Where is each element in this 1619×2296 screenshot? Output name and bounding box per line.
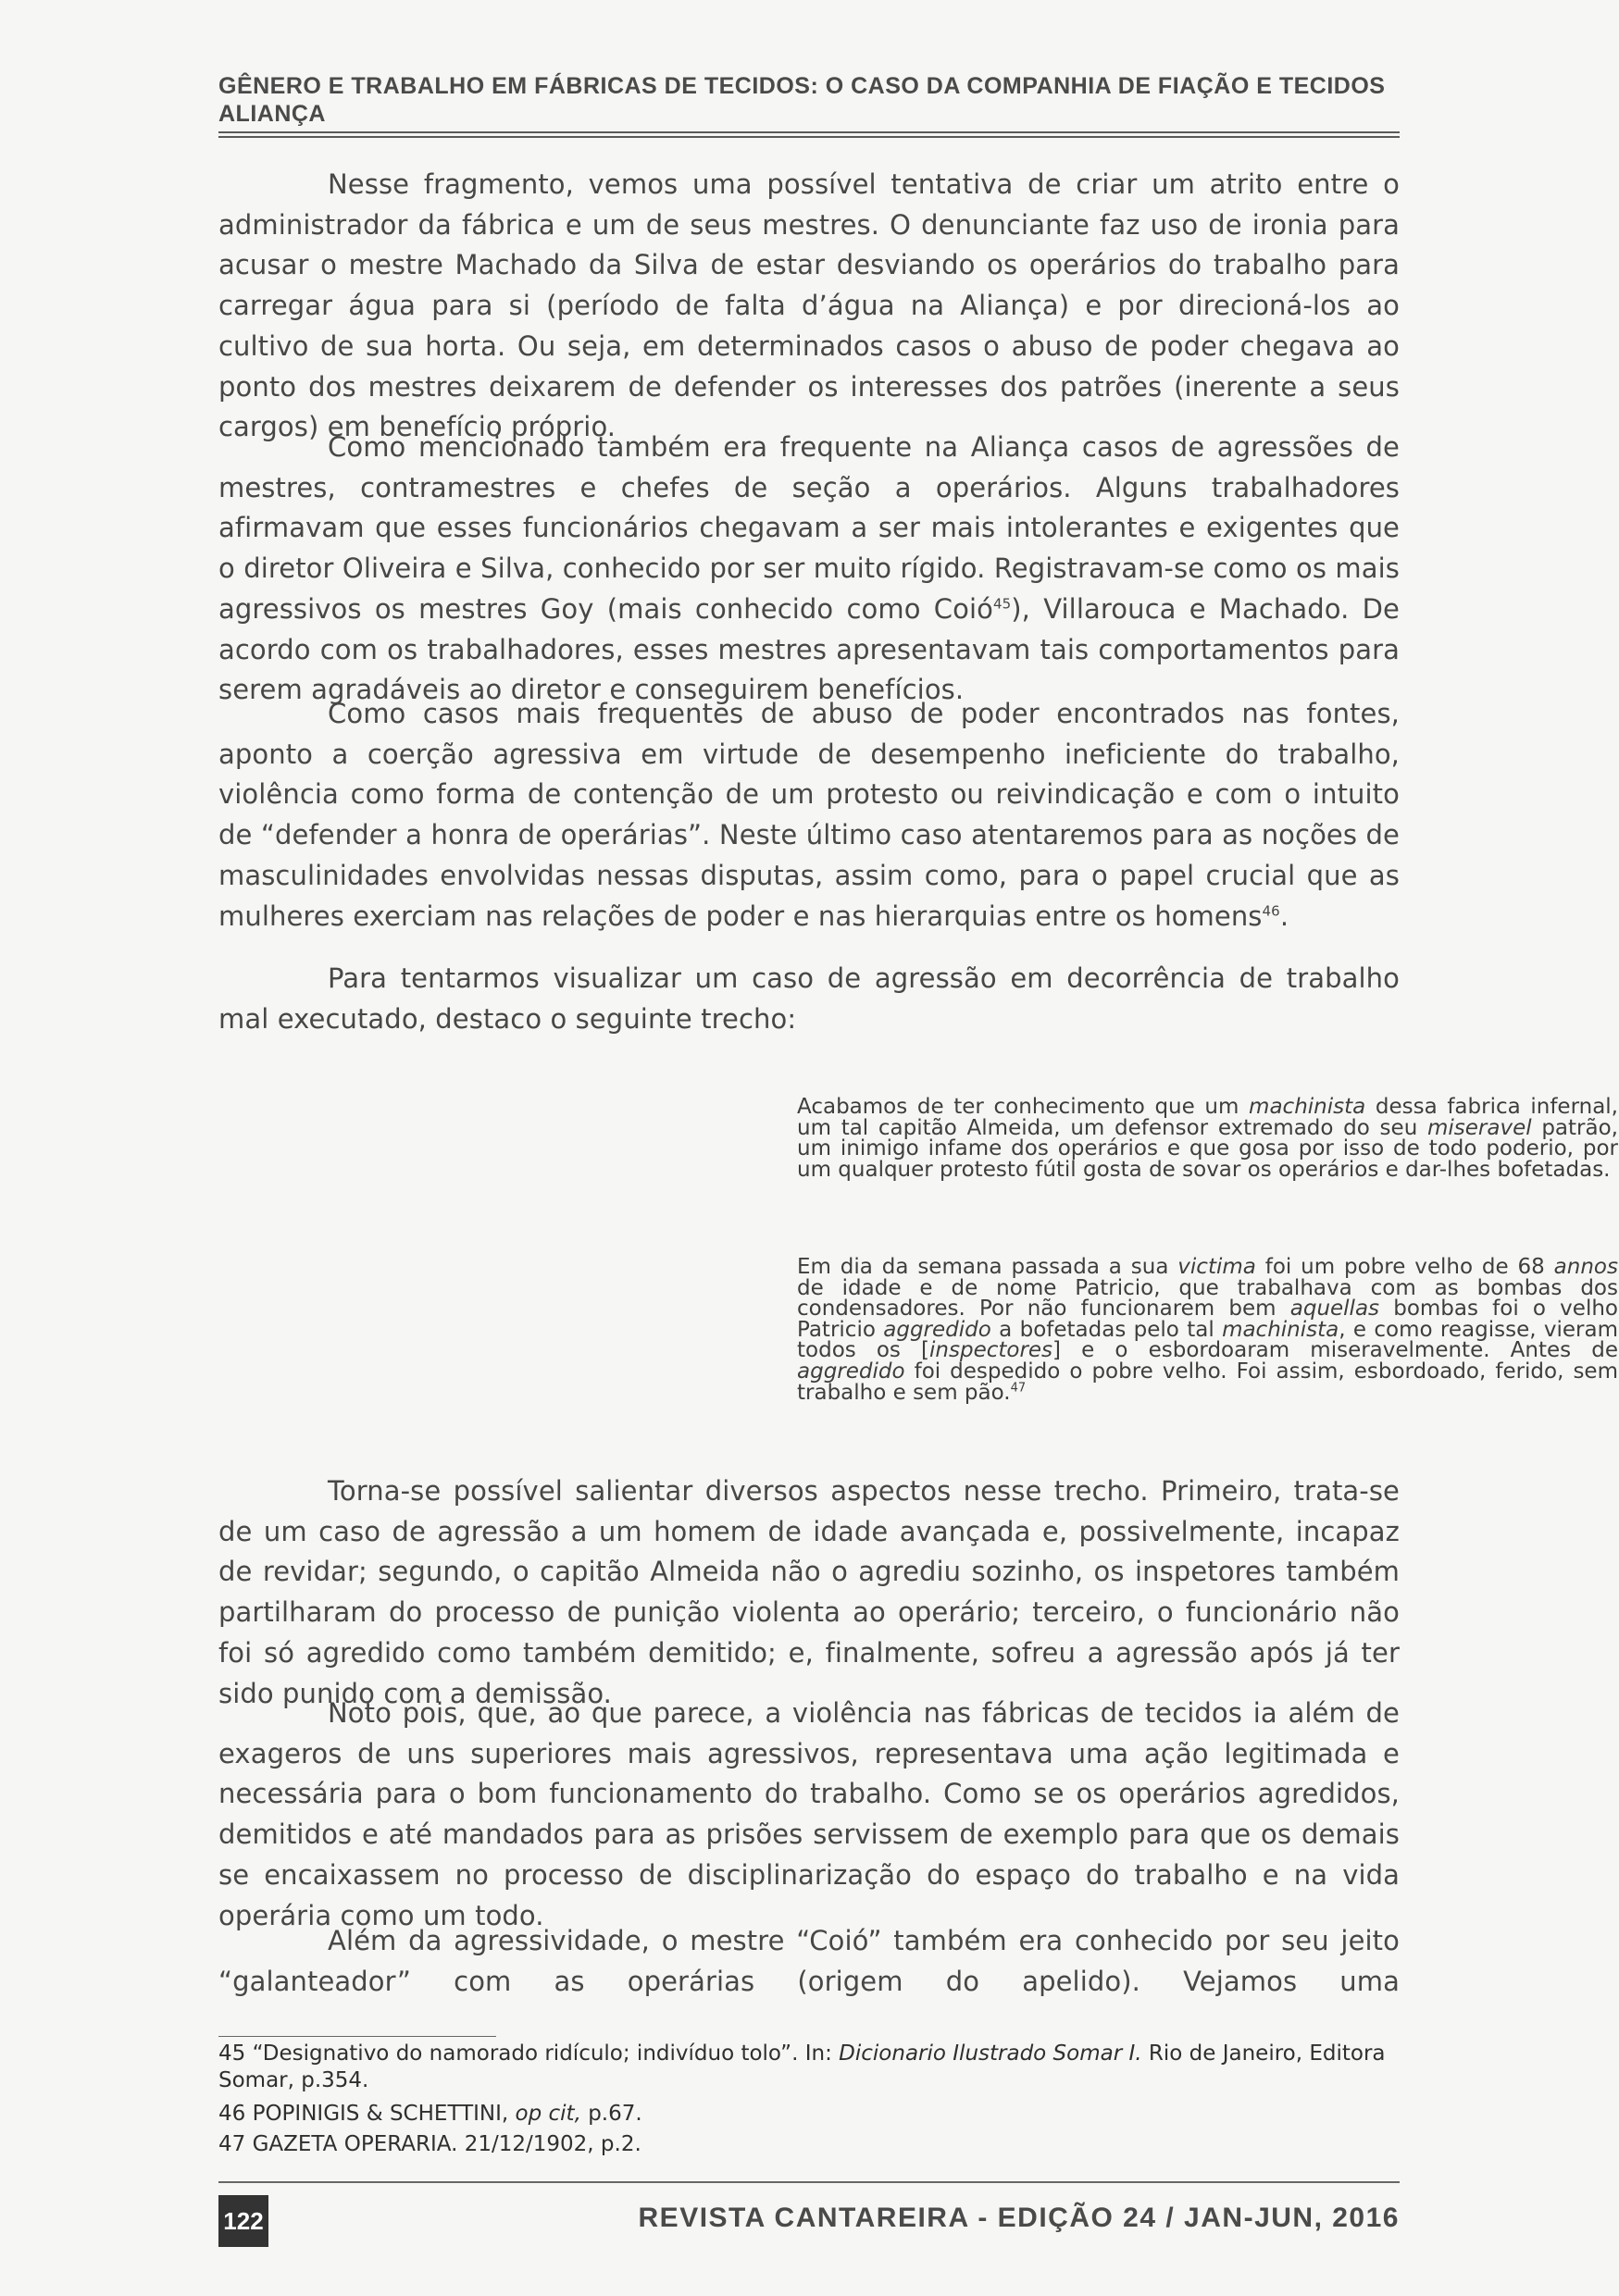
footnote-45-text: 45 “Designativo do namorado ridículo; indivíduo tolo”. In: <box>218 2042 840 2066</box>
footnote-46-italic: op cit, <box>515 2102 581 2126</box>
footnote-46 <box>218 2101 1400 2128</box>
quote-2-text: ] e o esbordoaram miseravelmente. Antes de <box>1052 1338 1618 1363</box>
quote-1-italic: miseravel <box>1426 1115 1532 1140</box>
journal-footer: REVISTA CANTAREIRA - EDIÇÃO 24 / JAN-JUN, 2016 <box>638 2203 1400 2233</box>
paragraph-3 <box>218 694 1400 937</box>
footnote-45-title: Dicionario Ilustrado Somar I. <box>839 2042 1142 2066</box>
running-header <box>218 72 1400 128</box>
footnote-46-text: p.67. <box>580 2102 642 2126</box>
quote-2-text: a bofetadas pelo tal <box>990 1317 1223 1342</box>
paragraph-3-part-b: . <box>1279 900 1289 932</box>
paragraph-5: Torna-se possível salientar diversos aspectos nesse trecho. Primeiro, trata-se de um caso de agressão a um homem de idade avançada e, possivelmente, incapaz de revidar; segundo, o capitão Almeida não o agrediu sozinho, os inspetores também partilharam do processo de punição violenta ao operário; terceiro, o funcionário não foi só agredido como também demitido; e, finalmente, sofreu a agressão após já ter sido punido com a demissão. <box>218 1475 1400 1709</box>
quote-2-italic: aggredido <box>883 1317 991 1342</box>
quote-2-text: bombas foi o velho Patricio <box>797 1297 1618 1342</box>
header-rule <box>218 131 1400 138</box>
paragraph-2 <box>218 428 1400 711</box>
quote-2-text: foi despedido o pobre velho. Foi assim, esbordoado, ferido, sem trabalho e sem pão. <box>797 1359 1618 1405</box>
paragraph-2-part-b: ), Villarouca e Machado. De acordo com os trabalhadores, esses mestres apresentavam tais comportamentos para serem agradáveis ao diretor e conseguirem benefícios. <box>218 592 1400 706</box>
paragraph-7: Além da agressividade, o mestre “Coió” também era conhecido por seu jeito “galanteador” com as operárias (origem do apelido). Vejamos uma <box>218 1925 1400 1997</box>
running-header-line-1: GÊNERO E TRABALHO EM FÁBRICAS DE TECIDOS: O CASO DA COMPANHIA DE FIAÇÃO E TECIDOS <box>218 73 1386 99</box>
paragraph-2-part-a: Como mencionado também era frequente na Aliança casos de agressões de mestres, contramestres e chefes de seção a operários. Alguns trabalhadores afirmavam que esses funcionários chegavam a ser mais intolerantes e exigentes que o diretor Oliveira e Silva, conhecido por ser muito rígido. Registravam-se como os mais agressivos os mestres Goy (mais conhecido como Coió <box>218 431 1400 625</box>
footnote-ref-47: 47 <box>1010 1380 1027 1395</box>
paragraph-6: Noto pois, que, ao que parece, a violência nas fábricas de tecidos ia além de exageros de uns superiores mais agressivos, representava uma ação legitimada e necessária para o bom funcionamento do trabalho. Como se os operários agredidos, demitidos e até mandados para as prisões servissem de exemplo para que os demais se encaixassem no processo de disciplinarização do espaço do trabalho e na vida operária como um todo. <box>218 1697 1400 1931</box>
running-header-line-2: ALIANÇA <box>218 101 326 127</box>
quote-2-italic: victima <box>1177 1255 1256 1279</box>
quote-1-text: dessa fabrica infernal, um tal capitão Almeida, um defensor extremado do seu <box>797 1095 1618 1140</box>
quote-2-italic: annos <box>1553 1255 1618 1279</box>
quote-1-text: Acabamos de ter conhecimento que um <box>797 1095 1250 1119</box>
footer-rule <box>218 2181 1400 2183</box>
block-quote-2 <box>797 1257 1618 1403</box>
quote-2-italic: machinista <box>1222 1317 1339 1342</box>
footnote-46-text: 46 POPINIGIS & SCHETTINI, <box>218 2102 516 2126</box>
footnote-47: 47 GAZETA OPERARIA. 21/12/1902, p.2. <box>218 2132 641 2156</box>
quote-2-text: , e como reagisse, vieram todos os [ <box>797 1317 1618 1363</box>
footnote-separator <box>218 2036 496 2037</box>
page-number: 122 <box>218 2195 268 2247</box>
quote-1-italic: machinista <box>1249 1095 1366 1119</box>
footnote-ref-45: 45 <box>992 595 1012 613</box>
paragraph-3-part-a: Como casos mais frequentes de abuso de poder encontrados nas fontes, aponto a coerção agressiva em virtude de desempenho ineficiente do trabalho, violência como forma de contenção de um protesto ou reivindicação e com o intuito de “defender a honra de operárias”. Neste último caso atentaremos para as noções de masculinidades envolvidas nessas disputas, assim como, para o papel crucial que as mulheres exerciam nas relações de poder e nas hierarquias entre os homens <box>218 698 1400 932</box>
paragraph-1: Nesse fragmento, vemos uma possível tentativa de criar um atrito entre o administrador da fábrica e um de seus mestres. O denunciante faz uso de ironia para acusar o mestre Machado da Silva de estar desviando os operários do trabalho para carregar água para si (período de falta d’água na Aliança) e por direcioná-los ao cultivo de sua horta. Ou seja, em determinados casos o abuso de poder chegava ao ponto dos mestres deixarem de defender os interesses dos patrões (inerente a seus cargos) em benefício próprio. <box>218 168 1400 443</box>
footnote-45-text: Rio de Janeiro, Editora Somar, p.354. <box>218 2042 1386 2092</box>
quote-2-italic: inspectores <box>929 1338 1053 1363</box>
paragraph-4: Para tentarmos visualizar um caso de agressão em decorrência de trabalho mal executado, destaco o seguinte trecho: <box>218 962 1400 1035</box>
quote-2-text: Em dia da semana passada a sua <box>797 1255 1178 1279</box>
quote-1-text: patrão, um inimigo infame dos operários e que gosa por isso de todo poderio, por um qualquer protesto fútil gosta de sovar os operários e dar-lhes bofetadas. <box>797 1115 1618 1182</box>
block-quote-1 <box>797 1097 1618 1180</box>
quote-2-text: foi um pobre velho de 68 <box>1255 1255 1554 1279</box>
quote-2-text: de idade e de nome Patricio, que trabalhava com as bombas dos condensadores. Por não funcionarem bem <box>797 1275 1618 1322</box>
quote-2-italic: aquellas <box>1289 1297 1380 1322</box>
footnote-ref-46: 46 <box>1262 901 1280 919</box>
footnote-45 <box>218 2041 1400 2094</box>
quote-2-italic: aggredido <box>797 1359 905 1384</box>
